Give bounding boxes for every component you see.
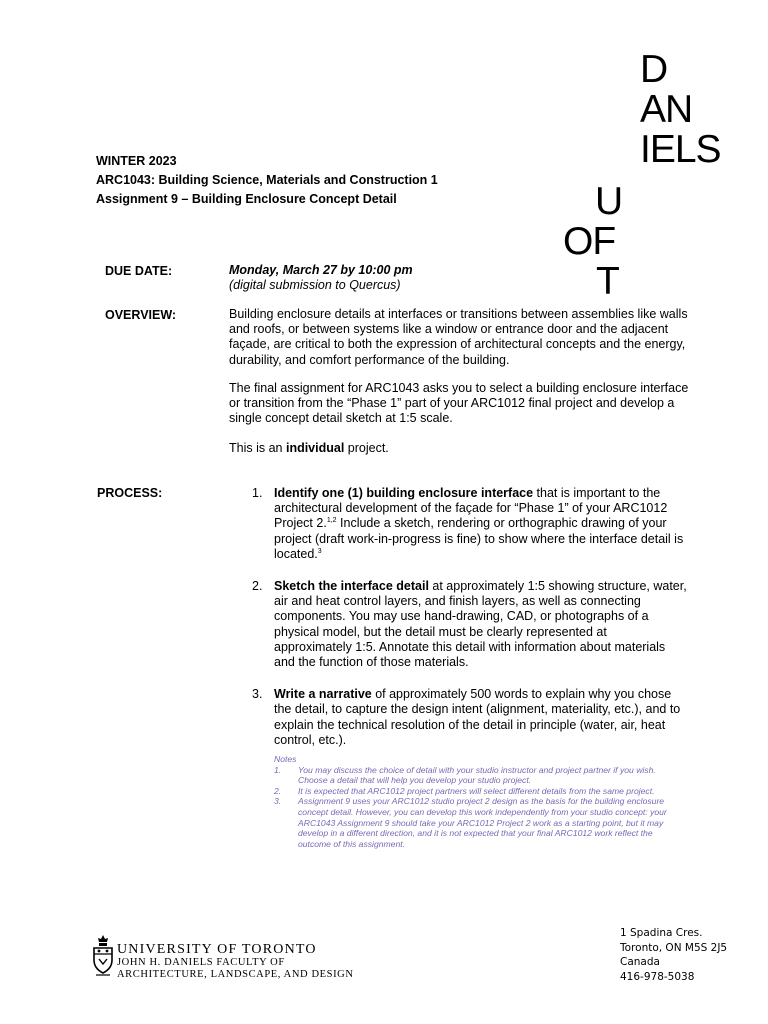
due-date [229,263,699,293]
process-step [248,579,688,670]
step-footnote-ref: 1,2 [326,517,337,525]
overview-label: OVERVIEW: [105,308,177,322]
note-item [274,765,684,786]
process-step [248,486,688,562]
overview-p3 [229,441,699,456]
uoft-logo-line-2: OF [563,220,616,263]
overview-p3-pre: This is an [229,441,286,455]
process-label: PROCESS: [97,486,163,500]
note-text: You may discuss the choice of detail with your studio instructor and project partner if you wish. Choose a detail that will help you develop your studio project. [298,764,656,786]
note-number: 2. [274,785,282,796]
overview-p1: Building enclosure details at interfaces or transitions between assemblies like walls and roofs, or between systems like a window or entrance door and the adjacent façade, are critical to both the expression of architectural concepts and the energy, durability, and comfort performance of the building. [229,307,688,367]
assignment-title: Assignment 9 – Building Enclosure Concept Detail [96,192,397,206]
step-text: at approximately 1:5 showing structure, water, air and heat control layers, and finish layers, as well as connecting components. You may use hand-drawing, CAD, or photographs of a physical model, but the detail must be clearly represented at approximately 1:5. Annotate this detail with information about materials and the function of those materials. [274,579,687,670]
notes [274,754,684,849]
faculty-line-1: JOHN H. DANIELS FACULTY OF [117,957,285,968]
step-number: 3. [252,687,263,702]
notes-list [274,765,684,850]
address-city: Toronto, ON M5S 2J5 [620,941,728,954]
daniels-logo-line-3: IELS [640,128,721,171]
overview-p3-post: project. [344,441,389,455]
overview-p3-bold: individual [285,441,345,455]
step-text: that is important to the architectural development of the façade for “Phase 1” of your ARC1012 Project 2. [274,486,668,531]
step-number: 2. [252,579,263,594]
term: WINTER 2023 [96,154,177,168]
step-text: of approximately 500 words to explain why you chose the detail, to capture the design intent (alignment, materiality, etc.), and to explain the technical resolution of the detail in principle (water, air, heat control, etc.). [274,687,681,747]
note-number: 3. [274,796,282,807]
step-footnote-ref-2: 3 [317,547,322,555]
step-heading: Write a narrative [274,687,372,702]
address-country: Canada [620,956,660,968]
faculty-line-2: ARCHITECTURE, LANDSCAPE, AND DESIGN [117,969,354,980]
uoft-logo-line-1: U [595,180,623,223]
due-date-value: Monday, March 27 by 10:00 pm [229,263,413,277]
step-heading: Identify one (1) building enclosure interface [274,486,534,500]
uoft-faculty-wordmark [117,943,354,981]
address-street: 1 Spadina Cres. [620,927,703,939]
uoft-logo-line-3: T [596,260,619,303]
due-date-note: (digital submission to Quercus) [229,278,401,293]
address-phone: 416-978-5038 [620,970,695,983]
document-header [96,152,438,209]
course-title: ARC1043: Building Science, Materials and Construction 1 [96,173,438,187]
step-number: 1. [252,486,263,500]
note-number: 1. [274,764,282,775]
address-block [620,926,727,984]
note-item [274,796,684,849]
overview-p2: The final assignment for ARC1043 asks you to select a building enclosure interface or transition from the “Phase 1” part of your ARC1012 final project and develop a single concept detail sketch at 1:5 scale. [229,381,689,426]
step-text-2: Include a sketch, rendering or orthographic drawing of your project (draft work-in-progress is fine) to show where the interface detail is located. [274,516,684,561]
uoft-crest-icon [92,933,114,977]
daniels-logo-line-1: D [640,48,668,91]
note-item [274,786,684,797]
step-heading: Sketch the interface detail [274,579,429,594]
university-name: UNIVERSITY OF TORONTO [117,942,317,957]
notes-title: Notes [274,754,297,764]
due-date-label: DUE DATE: [105,264,173,278]
note-text: It is expected that ARC1012 project partners will select different details from the same project. [298,785,655,796]
note-text: Assignment 9 uses your ARC1012 studio project 2 design as the basis for the building enclosure concept detail. However, you can develop this work independently from your studio concept: your ARC1043 Assignment 9 should take your ARC1012 Project 2 work as a starting point, but it may develop in a different direction, and it is not expected that your final ARC1012 work reflect the outcome of this assignment. [298,796,667,849]
process-step [248,687,688,748]
process-steps [248,486,688,765]
daniels-logo-line-2: AN [640,88,693,131]
